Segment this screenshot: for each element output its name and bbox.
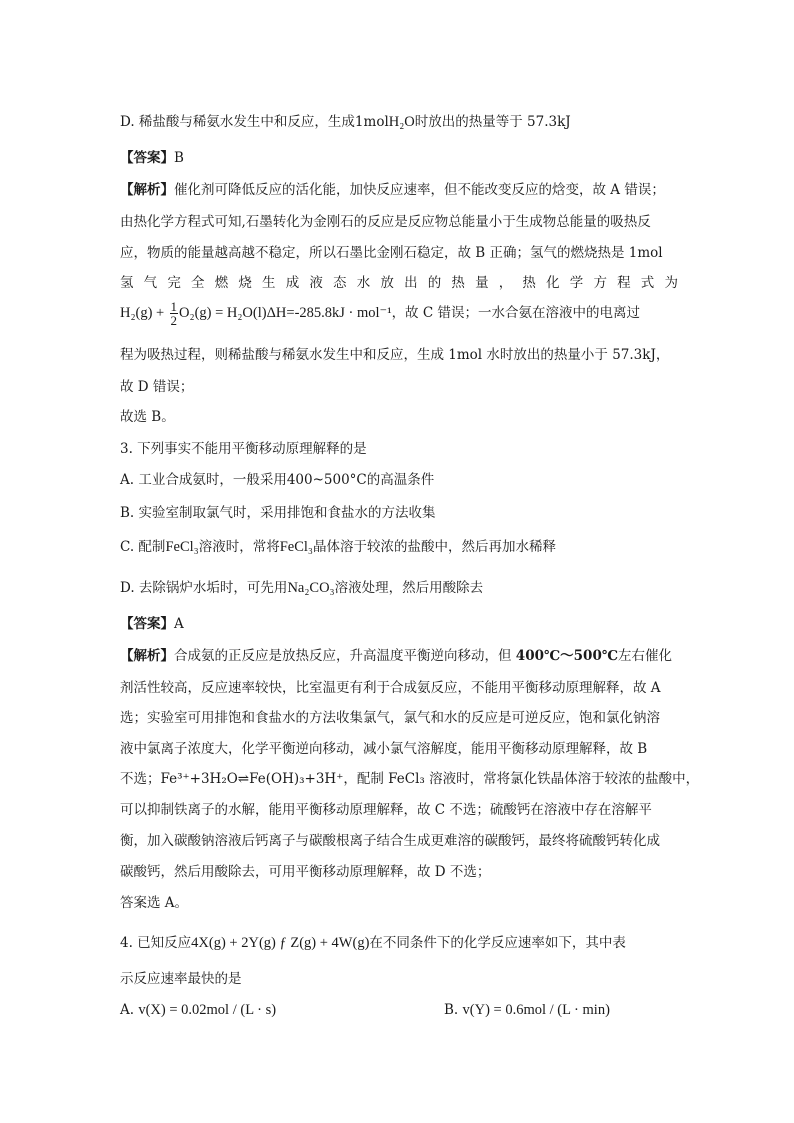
q3-option-d: D. 去除锅炉水垢时，可先用Na₂CO₃溶液处理，然后用酸除去 [120,580,484,596]
q3-analysis-line: 碳酸钙，然后用酸除去，可用平衡移动原理解释，故 D 不选； [120,864,491,880]
thermo-equation-left: H₂(g) + [120,305,165,321]
q3-option-b: B. 实验室制取氯气时，采用排饱和食盐水的方法收集 [120,505,436,521]
spread-char: 燃 [214,275,229,291]
rate-expression: v(X) = 0.02mol / (L · s) [138,1002,277,1018]
spread-char: 完 [167,275,181,291]
q3-analysis-line: 不选；Fe³⁺+3H₂O⇌Fe(OH)₃+3H⁺，配制 FeCl₃ 溶液时，常将氯化铁晶体溶于较浓的盐酸中， [120,771,700,787]
spread-char: 全 [191,275,205,291]
spread-char: 式 [640,275,655,291]
answer-label: 【答案】 [120,616,174,632]
spread-char: 态 [333,275,347,291]
q3-answer [120,612,184,632]
spread-char: 气 [143,275,158,291]
q3-conclusion: 答案选 A。 [120,895,189,911]
spread-char: 的 [427,275,442,291]
q2-equation-line: H₂(g) + $\frac{1}{2}$ O₂(g) = H₂O(l)ΔH=-285.8kJ · mol⁻¹，故 C 错误；一水合氨在溶液中的电离过 [120,299,640,328]
hydrolysis-equation: Fe³⁺+3H₂O⇌Fe(OH)₃+3H⁺ [160,771,344,787]
spread-char: 生 [262,275,276,291]
q3-stem: 3. 下列事实不能用平衡移动原理解释的是 [120,441,367,457]
q3-option-c: C. 配制FeCl₃溶液时，常将FeCl₃晶体溶于较浓的盐酸中，然后再加水稀释 [120,539,556,555]
fecl3-formula: FeCl₃ [279,539,313,555]
q2-analysis-line: 【解析】催化剂可降低反应的活化能，加快反应速率，但不能改变反应的焓变，故 A 错误； [120,182,665,198]
spread-char: 量 [475,275,489,291]
spread-char: 热 [451,275,465,291]
q2-analysis-line: 故 D 错误； [120,379,194,395]
answer-value: B [174,150,184,166]
spread-char: 为 [664,275,678,291]
answer-value: A [174,616,184,632]
q3-analysis-line: 【解析】合成氨的正反应是放热反应，升高温度平衡逆向移动，但 400℃～500℃左右催化 [120,648,673,664]
q3-option-a: A. 工业合成氨时，一般采用400~500°C的高温条件 [120,472,435,488]
spread-char: 氢 [120,275,134,291]
q2-answer [120,146,184,166]
q4-option-a: A. v(X) = 0.02mol / (L · s) [120,1002,277,1018]
spread-char: 水 [356,275,371,291]
spread-char: 方 [593,275,607,291]
q2-option-d: D. 稀盐酸与稀氨水发生中和反应，生成1molH₂O时放出的热量等于 57.3kJ [120,114,571,130]
spread-char: 液 [309,275,323,291]
spread-char: 烧 [238,275,252,291]
q2-analysis-line: 程为吸热过程，则稀盐酸与稀氨水发生中和反应，生成 1mol 水时放出的热量小于 57.3kJ， [120,347,670,363]
spread-char: 学 [569,275,584,291]
q3-analysis-line: 剂活性较高，反应速率较快，比室温更有利于合成氨反应，不能用平衡移动原理解释，故 A [120,680,661,696]
spread-char: 热 [522,275,536,291]
q4-stem-line2: 示反应速率最快的是 [120,971,242,987]
spread-char: 程 [617,275,631,291]
q2-analysis-line: 由热化学方程式可知,石墨转化为金刚石的反应是反应物总能量小于生成物总能量的吸热反 [120,214,651,230]
rate-expression: v(Y) = 0.6mol / (L · min) [462,1002,610,1018]
reaction-equation: 4X(g) + 2Y(g) ƒ Z(g) + 4W(g) [191,935,370,951]
fecl3-formula: FeCl₃ [165,539,199,555]
q4-option-b: B. v(Y) = 0.6mol / (L · min) [444,1002,610,1018]
q2-conclusion: 故选 B。 [120,409,175,425]
q3-analysis-line: 可以抑制铁离子的水解，能用平衡移动原理解释，故 C 不选；硫酸钙在溶液中存在溶解平 [120,802,652,818]
temperature-range: 400℃～500℃ [515,648,619,664]
q4-stem: 4. 已知反应4X(g) + 2Y(g) ƒ Z(g) + 4W(g)在不同条件下的化学反应速率如下，其中表 [120,935,626,951]
q3-analysis-line: 选；实验室可用排饱和食盐水的方法收集氯气，氯气和水的反应是可逆反应，饱和氯化钠溶 [120,710,660,726]
q2-analysis-line: 应，物质的能量越高越不稳定，所以石墨比金刚石稳定，故 B 正确；氢气的燃烧热是 1mol [120,245,663,261]
analysis-label: 【解析】 [120,648,174,664]
spread-char: 放 [380,275,394,291]
na2co3-formula: Na₂CO₃ [287,580,335,596]
q3-analysis-line: 液中氯离子浓度大，化学平衡逆向移动，减小氯气溶解度，能用平衡移动原理解释，故 B [120,741,648,757]
spread-char: 出 [404,275,418,291]
h2o-formula: H₂O [388,114,415,130]
thermo-equation-right: O₂(g) = H₂O(l)ΔH=-285.8kJ · mol⁻¹ [179,305,392,321]
q3-analysis-line: 衡，加入碳酸钠溶液后钙离子与碳酸根离子结合生成更难溶的碳酸钙，最终将硫酸钙转化成 [120,833,660,849]
answer-label: 【答案】 [120,150,174,166]
spread-char: ， [498,275,513,291]
analysis-label: 【解析】 [120,182,174,198]
fraction-one-half: $\frac{1}{2}$ [170,299,178,328]
spread-char: 成 [285,275,300,291]
q2-analysis-line-spread [120,271,678,291]
spread-char: 化 [546,275,560,291]
